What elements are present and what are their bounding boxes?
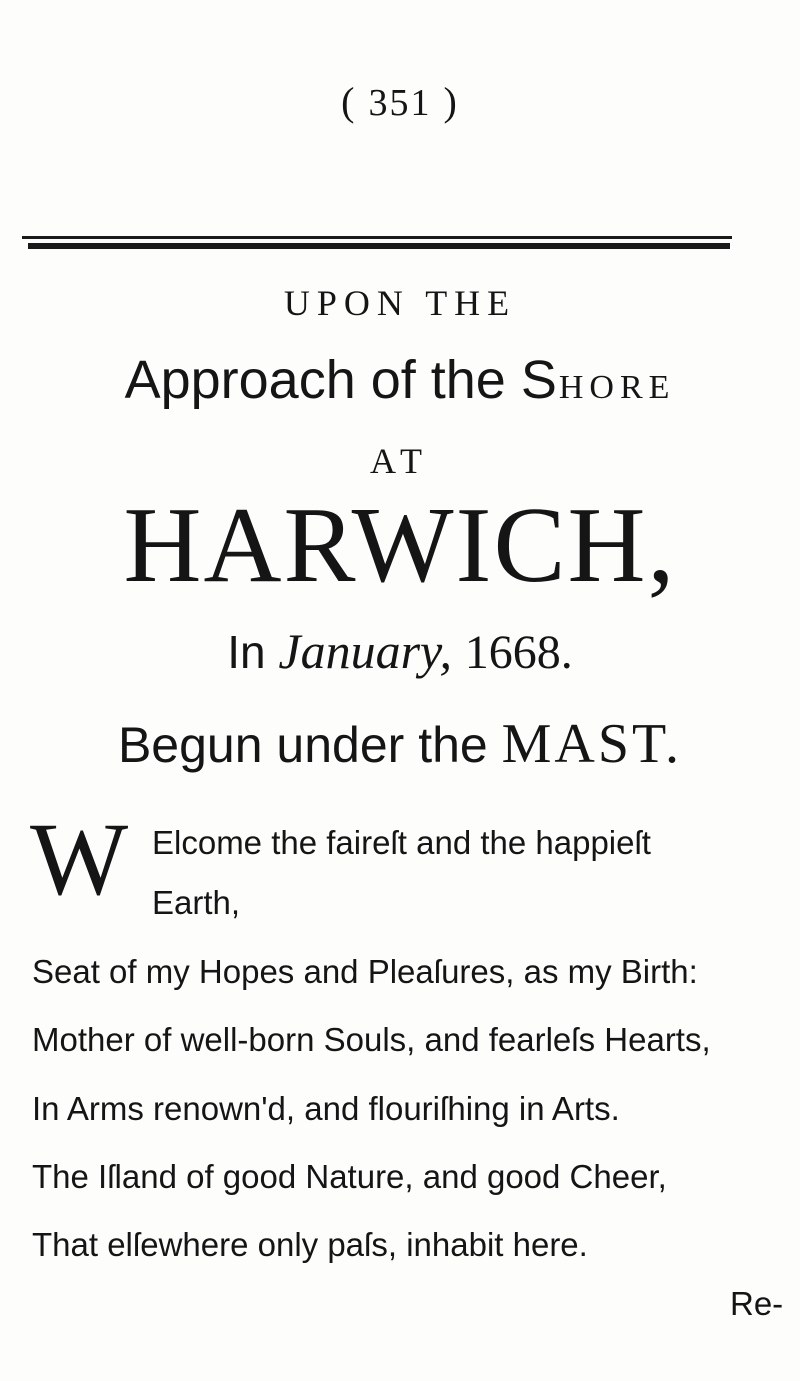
poem-line: In Arms renown'd, and flouriſhing in Arts. <box>32 1090 620 1127</box>
title-date-month: January, <box>278 623 452 679</box>
title-shore-initial: S <box>520 350 559 410</box>
title-approach <box>0 349 800 411</box>
title-shore-rest: HORE <box>558 369 676 406</box>
poem-line: Earth, <box>152 884 241 921</box>
title-begun <box>0 712 800 776</box>
poem-line: Mother of well-born Souls, and fearleſs Hearts, <box>32 1021 711 1058</box>
catchword: Re- <box>730 1285 784 1322</box>
page-number-close-paren: ) <box>443 79 459 124</box>
page-number-value: 351 <box>368 82 432 124</box>
title-date-prefix: In <box>227 626 279 678</box>
title-mast: MAST. <box>501 713 683 775</box>
title-date <box>0 622 800 680</box>
poem-body <box>30 800 790 1320</box>
header-rule-thin <box>22 236 732 239</box>
title-place: HARWICH, <box>123 486 677 605</box>
poem-line: Seat of my Hopes and Pleaſures, as my Birth: <box>32 953 698 990</box>
page-number <box>0 78 800 125</box>
poem-line: Elcome the faireſt and the happieſt <box>152 824 651 861</box>
title-at: AT <box>370 441 430 481</box>
header-rule-thick <box>28 243 730 249</box>
title-begun-text: Begun under the <box>117 717 502 773</box>
page-number-open-paren: ( <box>341 79 357 124</box>
title-upon-the: UPON THE <box>283 283 517 323</box>
poem-line: The Iſland of good Nature, and good Cheer, <box>32 1158 667 1195</box>
poem-line: That elſewhere only paſs, inhabit here. <box>32 1226 588 1263</box>
poem-drop-cap: W <box>30 802 129 917</box>
title-approach-text: Approach of the <box>124 350 521 410</box>
title-date-year: 1668. <box>464 626 573 679</box>
